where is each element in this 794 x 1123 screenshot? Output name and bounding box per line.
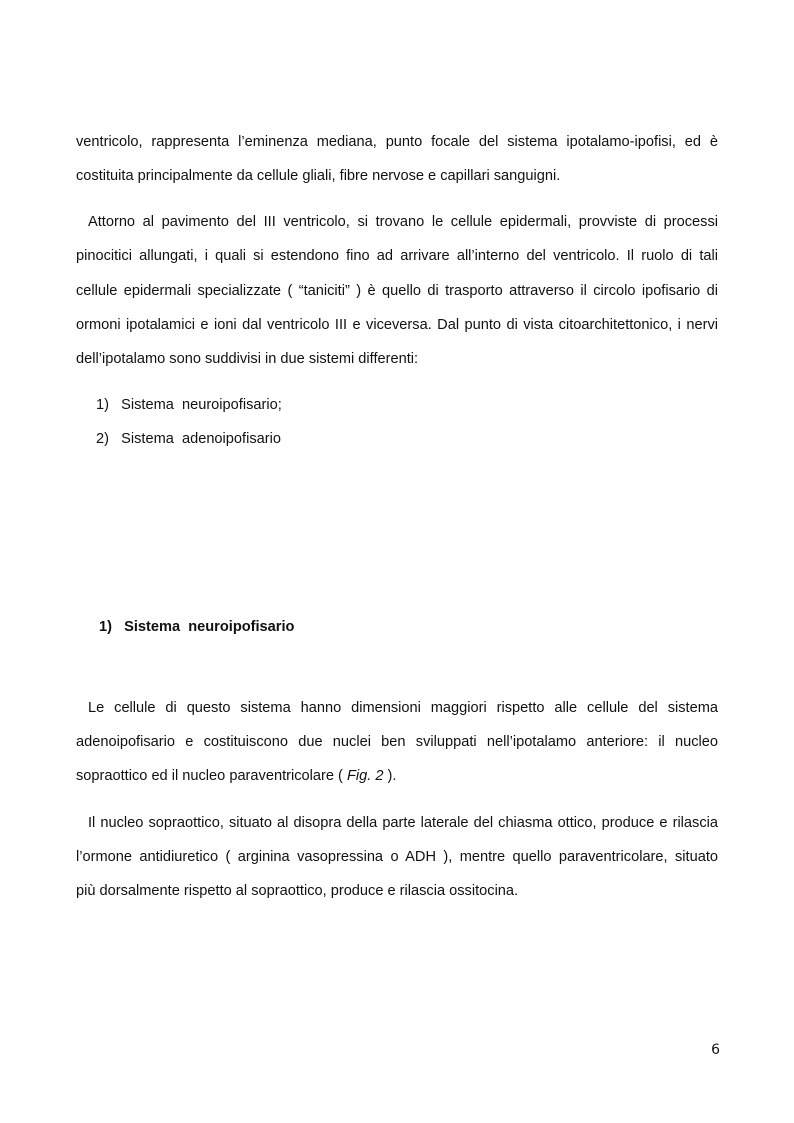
section-heading: 1) Sistema neuroipofisario — [99, 619, 295, 635]
paragraph-3-line-3 — [76, 767, 718, 785]
paragraph-2-line-1: Attorno al pavimento del III ventricolo, si trovano le cellule epidermali, provviste di processi — [88, 214, 718, 230]
paragraph-1-line-1: ventricolo, rappresenta l’eminenza mediana, punto focale del sistema ipotalamo-ipofisi, ed è — [76, 134, 718, 150]
figure-reference: Fig. 2 — [346, 768, 384, 784]
paragraph-3-line-2: adenoipofisario e costituiscono due nuclei ben sviluppati nell’ipotalamo anteriore: il nucleo — [76, 734, 718, 750]
paragraph-3-line-3-after: ). — [383, 768, 397, 784]
list-item-1: 1) Sistema neuroipofisario; — [96, 397, 282, 413]
paragraph-3-line-1: Le cellule di questo sistema hanno dimensioni maggiori rispetto alle cellule del sistema — [88, 700, 718, 716]
paragraph-2-line-5: dell’ipotalamo sono suddivisi in due sistemi differenti: — [76, 351, 419, 367]
paragraph-4-line-3: più dorsalmente rispetto al sopraottico, produce e rilascia ossitocina. — [76, 883, 519, 899]
paragraph-3-line-3-before: sopraottico ed il nucleo paraventricolare ( — [76, 768, 347, 784]
paragraph-1-line-2: costituita principalmente da cellule gliali, fibre nervose e capillari sanguigni. — [76, 168, 561, 184]
paragraph-2-line-4: ormoni ipotalamici e ioni dal ventricolo III e viceversa. Dal punto di vista citoarchitettonico, i nervi — [76, 317, 718, 333]
list-item-2: 2) Sistema adenoipofisario — [96, 431, 281, 447]
paragraph-4-line-1: Il nucleo sopraottico, situato al disopra della parte laterale del chiasma ottico, produce e rilascia — [88, 815, 718, 831]
paragraph-2-line-2: pinocitici allungati, i quali si estendono fino ad arrivare all’interno del ventricolo. Il ruolo di tali — [76, 248, 718, 264]
page-number: 6 — [711, 1042, 720, 1058]
paragraph-4-line-2: l’ormone antidiuretico ( arginina vasopressina o ADH ), mentre quello paraventricolare, situato — [76, 849, 718, 865]
paragraph-2-line-3: cellule epidermali specializzate ( “taniciti” ) è quello di trasporto attraverso il circolo ipofisario di — [76, 283, 718, 299]
